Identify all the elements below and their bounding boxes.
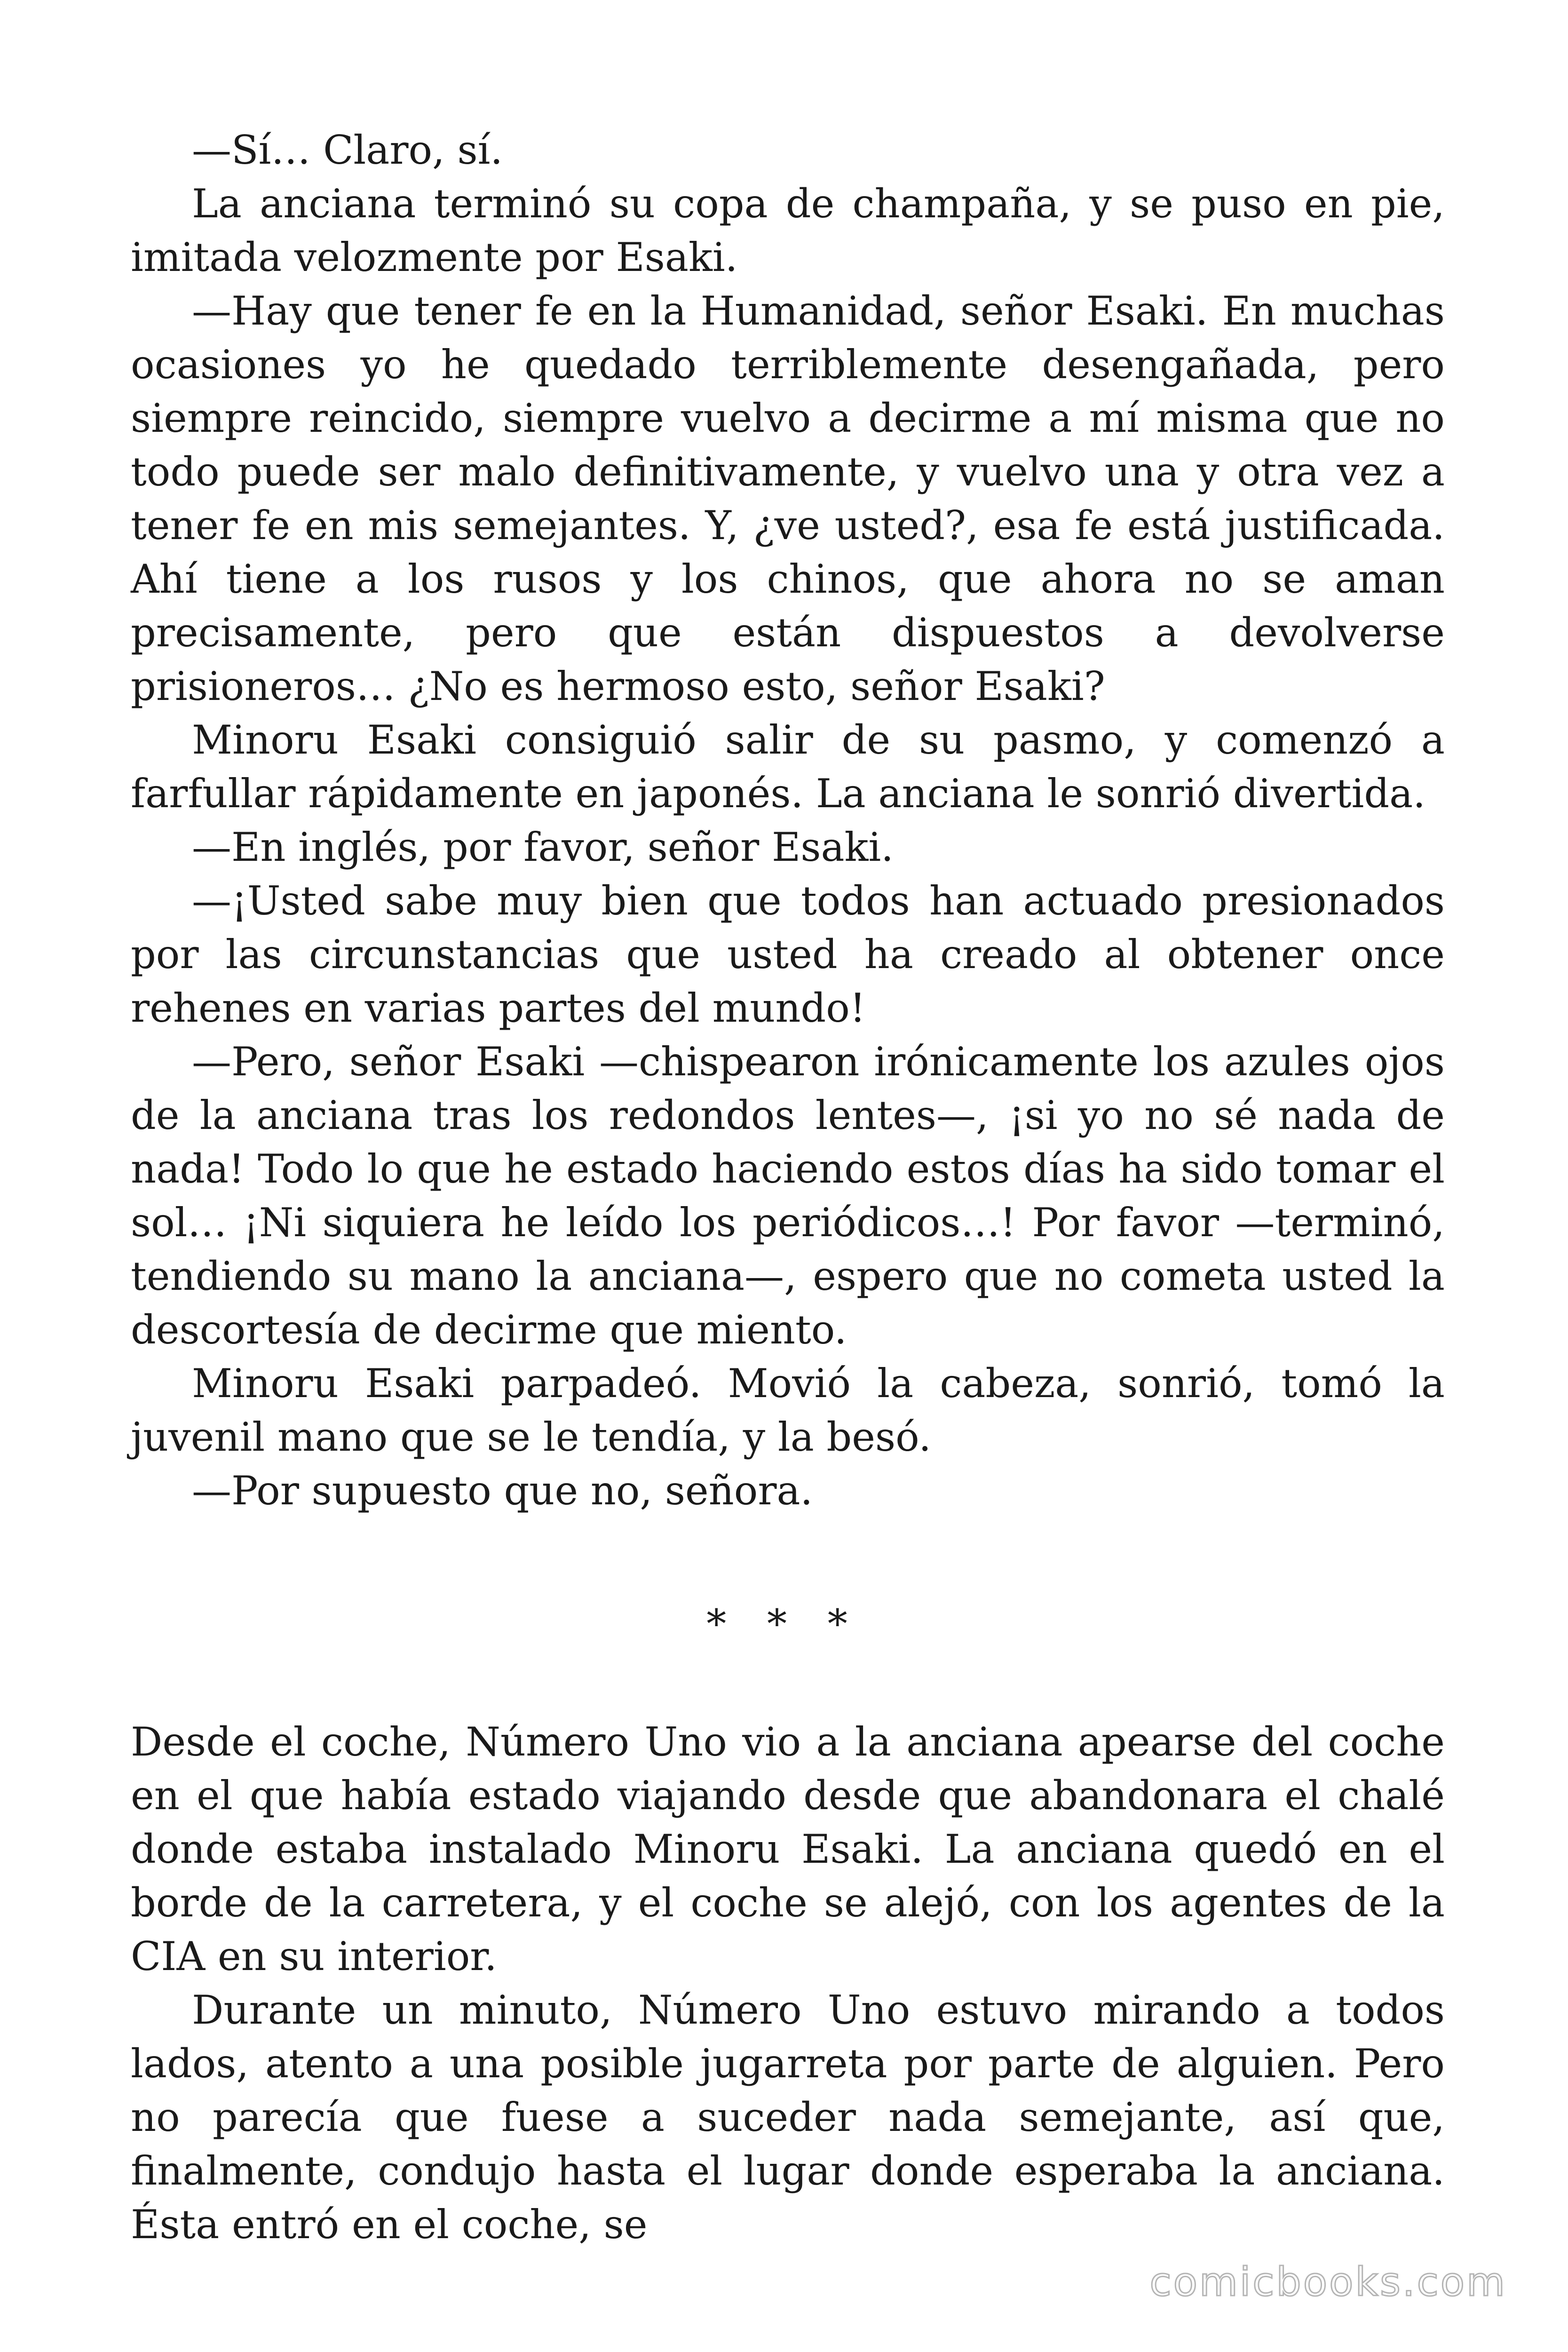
paragraph: —En inglés, por favor, señor Esaki. [192, 824, 894, 870]
paragraph: Minoru Esaki consiguió salir de su pasmo, y comenzó a farfullar rápidamente en japonés. La anciana le sonrió divertida. [131, 717, 1445, 817]
paragraph: —Sí… Claro, sí. [192, 127, 503, 173]
paragraph: —Por supuesto que no, señora. [192, 1468, 813, 1514]
paragraph: Desde el coche, Número Uno vio a la anciana apearse del coche en el que había estado viajando desde que abandonara el chalé donde estaba instalado Minoru Esaki. La anciana quedó en el borde de la carretera, y el coche se alejó, con los agentes de la CIA en su interior. [131, 1719, 1445, 1979]
paragraph: —Hay que tener fe en la Humanidad, señor Esaki. En muchas ocasiones yo he quedado terriblemente desengañada, pero siempre reincido, siempre vuelvo a decirme a mí misma que no todo puede ser malo definitivamente, y vuelvo una y otra vez a tener fe en mis semejantes. Y, ¿ve usted?, esa fe está justificada. Ahí tiene a los rusos y los chinos, que ahora no se aman precisamente, pero que están dispuestos a devolverse prisioneros… ¿No es hermoso esto, señor Esaki? [131, 288, 1445, 709]
paragraph: —Pero, señor Esaki —chispearon irónicamente los azules ojos de la anciana tras los redondos lentes—, ¡si yo no sé nada de nada! Todo lo que he estado haciendo estos días ha sido tomar el sol… ¡Ni siquiera he leído los periódicos…! Por favor —terminó, tendiendo su mano la anciana—, espero que no cometa usted la descortesía de decirme que miento. [131, 1039, 1445, 1353]
paragraph: Durante un minuto, Número Uno estuvo mirando a todos lados, atento a una posible jugarreta por parte de alguien. Pero no parecía que fuese a suceder nada semejante, así que, finalmente, condujo hasta el lugar donde esperaba la anciana. Ésta entró en el coche, se [131, 1987, 1445, 2248]
text-block-upper [131, 123, 1445, 1518]
paragraph: Minoru Esaki parpadeó. Movió la cabeza, sonrió, tomó la juvenil mano que se le tendía, y la besó. [131, 1360, 1445, 1460]
watermark-logo: comicbooks.com [1149, 2259, 1507, 2305]
scene-separator: * * * [706, 1601, 862, 1647]
paragraph: —¡Usted sabe muy bien que todos han actuado presionados por las circunstancias que usted ha creado al obtener once rehenes en varias partes del mundo! [131, 878, 1445, 1031]
paragraph: La anciana terminó su copa de champaña, y se puso en pie, imitada velozmente por Esaki. [131, 181, 1445, 280]
text-block-lower [131, 1715, 1445, 2251]
